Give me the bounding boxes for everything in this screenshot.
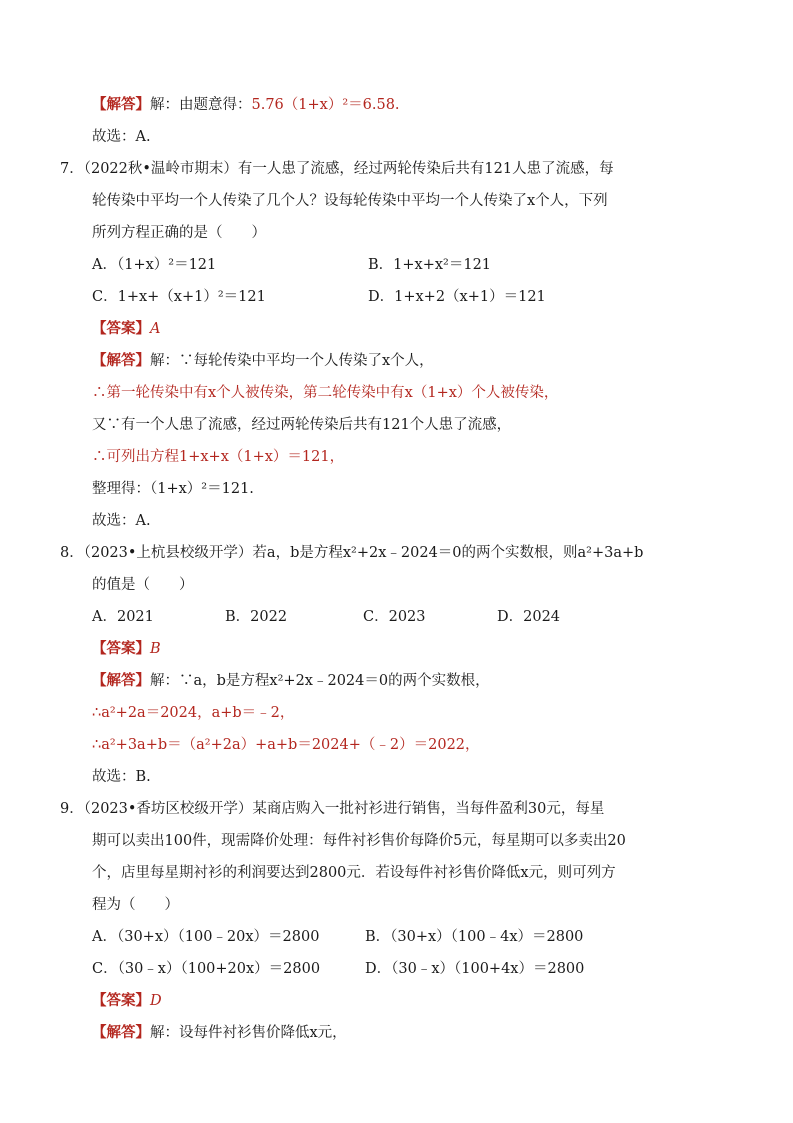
solution-line: ∴a²+3a+b＝（a²+2a）+a+b＝2024+（﹣2）＝2022， (92, 737, 480, 753)
option-d: D．（30﹣x）（100+4x）＝2800 (365, 961, 585, 977)
option-c: C．（30﹣x）（100+20x）＝2800 (92, 961, 321, 977)
solution-tag: 【解答】 (92, 672, 150, 689)
question-7-text: 轮传染中平均一个人传染了几个人？设每轮传染中平均一个人传染了x个人，下列 (92, 193, 608, 209)
question-8-text: 8．（2023•上杭县校级开学）若a，b是方程x²+2x﹣2024＝0的两个实数根，则a²+3a+b (60, 545, 644, 561)
question-9-text: 9．（2023•香坊区校级开学）某商店购入一批衬衫进行销售，当每件盈利30元，每星 (60, 801, 605, 817)
answer-tag: 【答案】 (92, 992, 150, 1009)
question-9-text: 个，店里每星期衬衫的利润要达到2800元．若设每件衬衫售价降低x元，则可列方 (92, 865, 616, 881)
option-a: A．2021 (92, 609, 154, 625)
option-b: B．1+x+x²＝121 (368, 257, 492, 273)
question-9-text: 程为（ ） (92, 897, 179, 913)
option-d: D．2024 (497, 609, 561, 625)
answer-line (92, 639, 161, 659)
question-7-text: 所列方程正确的是（ ） (92, 225, 266, 241)
solution-line: 故选：A. (92, 129, 151, 145)
solution-line: 故选：A. (92, 513, 151, 529)
answer-line (92, 991, 162, 1011)
solution-line: 【解答】解：设每件衬衫售价降低x元， (92, 1024, 347, 1041)
solution-line: ∴可列出方程1+x+x（1+x）＝121， (92, 449, 345, 465)
answer-tag: 【答案】 (92, 320, 150, 337)
option-d: D．1+x+2（x+1）＝121 (368, 289, 546, 305)
solution-tag: 【解答】 (92, 352, 150, 369)
solution-line: 故选：B. (92, 769, 151, 785)
solution-line: 整理得：（1+x）²＝121. (92, 481, 254, 497)
answer-value: A (150, 321, 161, 337)
solution-line: ∴a²+2a＝2024，a+b＝﹣2， (92, 705, 295, 721)
solution-tag: 【解答】 (92, 1024, 150, 1041)
question-9-text: 期可以卖出100件，现需降价处理：每件衬衫售价每降价5元，每星期可以多卖出20 (92, 833, 626, 849)
option-b: B．（30+x）（100﹣4x）＝2800 (365, 929, 584, 945)
question-8-text: 的值是（ ） (92, 577, 194, 593)
solution-line: 【解答】解：∵每轮传染中平均一个人传染了x个人， (92, 352, 434, 369)
solution-line: 【解答】解：由题意得：5.76（1+x）²＝6.58. (92, 96, 400, 113)
option-a: A．（1+x）²＝121 (92, 257, 217, 273)
answer-value: B (150, 641, 161, 657)
option-b: B．2022 (225, 609, 288, 625)
answer-tag: 【答案】 (92, 640, 150, 657)
question-7-text: 7．（2022秋•温岭市期末）有一人患了流感，经过两轮传染后共有121人患了流感，每 (60, 161, 614, 177)
solution-line: 【解答】解：∵a，b是方程x²+2x﹣2024＝0的两个实数根， (92, 672, 490, 689)
solution-line: ∴第一轮传染中有x个人被传染，第二轮传染中有x（1+x）个人被传染， (92, 385, 559, 401)
option-c: C．2023 (363, 609, 426, 625)
answer-value: D (150, 993, 162, 1009)
answer-line (92, 319, 160, 339)
solution-line: 又∵有一个人患了流感，经过两轮传染后共有121个人患了流感， (92, 417, 512, 433)
option-c: C．1+x+（x+1）²＝121 (92, 289, 266, 305)
solution-tag: 【解答】 (92, 96, 150, 113)
option-a: A．（30+x）（100﹣20x）＝2800 (92, 929, 320, 945)
